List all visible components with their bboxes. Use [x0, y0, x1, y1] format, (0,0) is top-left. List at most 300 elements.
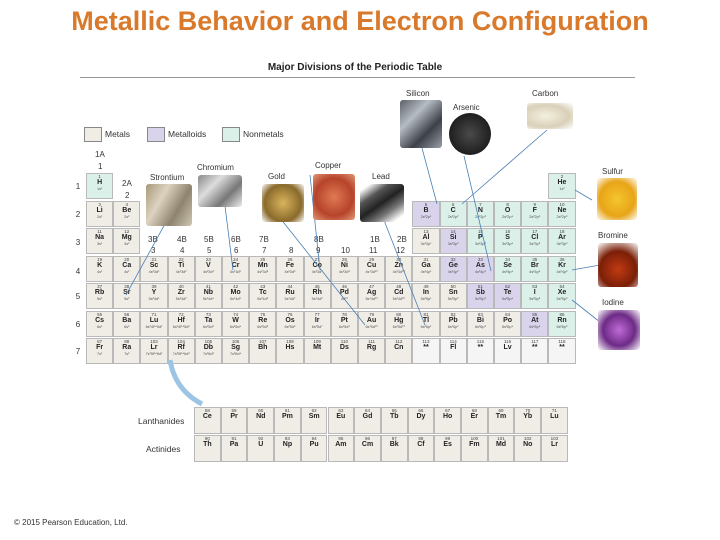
atomic-number: 9	[533, 201, 537, 207]
atomic-number: 43	[260, 284, 266, 289]
element-symbol: Sr	[123, 289, 131, 296]
atomic-number: 109	[313, 339, 321, 344]
chromium-label: Chromium	[197, 163, 234, 172]
atomic-number: 97	[391, 436, 397, 441]
element-symbol: No	[523, 441, 533, 448]
electron-config: 4s²3d¹	[148, 269, 160, 274]
electron-config: 6s²5d¹⁰	[392, 324, 405, 329]
element-symbol: Os	[285, 316, 295, 324]
atomic-number: 61	[284, 408, 290, 413]
element-symbol: N	[477, 206, 483, 214]
group-number-2: 2	[125, 191, 130, 200]
electron-config: 5s²4d⁵	[257, 297, 269, 301]
atomic-number: 102	[523, 436, 532, 441]
atomic-number: 15	[477, 229, 483, 234]
electron-config: 4d¹⁰	[340, 297, 348, 301]
element-symbol: Rb	[94, 289, 105, 296]
element-symbol: Es	[443, 441, 452, 448]
element-symbol: Nb	[203, 289, 214, 296]
atomic-number: 94	[311, 436, 317, 441]
element-symbol: Cr	[231, 261, 240, 269]
element-symbol: Gd	[362, 413, 373, 420]
atomic-number: 76	[287, 311, 293, 317]
element-symbol: C	[450, 206, 456, 214]
atomic-number: 49	[423, 284, 429, 289]
gold-photo	[262, 184, 304, 222]
element-symbol: Ho	[442, 413, 453, 420]
electron-config: 3s²3p⁵	[529, 242, 541, 246]
element-symbol: Cn	[394, 344, 404, 351]
electron-config: 6s²6p⁴	[502, 324, 514, 329]
group-label-8b: 8B	[314, 235, 324, 244]
atomic-number: 60	[258, 408, 264, 413]
carbon-label: Carbon	[532, 89, 559, 98]
element-symbol: O	[504, 206, 511, 214]
iodine-photo	[598, 310, 640, 350]
atomic-number: 38	[124, 284, 130, 289]
atomic-number: 98	[418, 436, 424, 441]
electron-config: 3s²	[124, 242, 130, 246]
atomic-number: 96	[365, 436, 371, 441]
electron-config: 7s²6d⁴	[230, 352, 242, 356]
element-symbol: Ds	[339, 344, 349, 351]
atomic-number: 118	[558, 339, 566, 344]
atomic-number: 13	[423, 229, 429, 234]
electron-config: 5s²5p¹	[420, 297, 432, 301]
strontium-photo	[146, 184, 192, 226]
element-symbol: Pu	[309, 441, 319, 448]
electron-config: 3s²3p¹	[420, 242, 432, 246]
element-symbol: Bi	[476, 316, 484, 324]
atomic-number: 30	[396, 256, 402, 262]
atomic-number: 67	[445, 408, 451, 413]
element-symbol: Re	[258, 316, 268, 324]
silicon-label: Silicon	[406, 89, 430, 98]
element-symbol: Cd	[394, 289, 404, 296]
atomic-number: 116	[504, 339, 512, 344]
element-symbol: Te	[503, 289, 512, 296]
element-symbol: W	[232, 316, 239, 324]
atomic-number: 63	[338, 408, 344, 413]
element-symbol: Ge	[448, 261, 458, 269]
atomic-number: 25	[260, 256, 266, 262]
element-symbol: Sg	[231, 344, 241, 351]
electron-config: 4s¹	[96, 269, 103, 274]
element-symbol: B	[423, 206, 429, 214]
element-symbol: Kr	[558, 261, 566, 269]
electron-config: 7s²5f¹⁴6d²	[172, 352, 190, 356]
element-symbol: Rf	[177, 344, 185, 351]
element-symbol: U	[258, 441, 264, 448]
atomic-number: 88	[124, 339, 130, 344]
electron-config: 3s²3p³	[475, 242, 486, 246]
atomic-number: 16	[505, 229, 511, 234]
element-symbol: Fe	[285, 261, 295, 269]
element-symbol: Mo	[230, 289, 241, 296]
element-symbol: Fm	[469, 441, 480, 448]
element-symbol: Rg	[366, 344, 377, 351]
electron-config: 5s²5p⁶	[556, 297, 568, 301]
atomic-number: 87	[97, 339, 103, 344]
electron-config: 3s²3p⁶	[556, 242, 568, 246]
electron-config: 7s¹	[96, 352, 103, 356]
atomic-number: 20	[124, 256, 130, 262]
element-symbol: Ti	[178, 261, 185, 269]
electron-config: 2s²2p¹	[420, 214, 432, 219]
element-symbol: Po	[503, 316, 513, 324]
atomic-number: 26	[287, 256, 293, 262]
atomic-number: 117	[531, 339, 539, 344]
atomic-number: 50	[450, 284, 456, 289]
electron-config: 4s²	[124, 269, 130, 274]
electron-config: 6s²5d⁷	[311, 324, 323, 329]
atomic-number: 32	[450, 256, 456, 262]
electron-config: 5s²5p⁵	[529, 297, 541, 301]
electron-config: 5s²4d¹⁰	[392, 297, 405, 301]
electron-config: 5s¹4d⁵	[230, 297, 242, 301]
atomic-number: 64	[365, 408, 371, 413]
atomic-number: 105	[204, 339, 213, 344]
atomic-number: 6	[451, 201, 455, 207]
element-symbol: Bh	[258, 344, 268, 351]
electron-config: 2s¹	[96, 214, 103, 219]
element-symbol: Sn	[448, 289, 458, 296]
electron-config: 3s¹	[96, 242, 103, 246]
element-symbol: Ag	[366, 289, 377, 296]
electron-config: 6s²6p³	[475, 324, 486, 329]
electron-config: 6s²6p⁵	[529, 324, 541, 329]
atomic-number: 95	[338, 436, 344, 441]
group-label-6b: 6B	[231, 235, 241, 244]
element-symbol: Tb	[389, 413, 399, 420]
element-symbol: Sc	[149, 261, 159, 269]
atomic-number: 72	[178, 311, 184, 317]
element-symbol: S	[505, 234, 510, 241]
electron-config: 6s²6p⁶	[556, 324, 568, 329]
atomic-number: 41	[205, 284, 211, 289]
atomic-number: 107	[259, 339, 267, 344]
figure-title: Major Divisions of the Periodic Table	[267, 62, 443, 73]
arsenic-photo	[449, 113, 491, 155]
element-symbol: Tm	[495, 413, 507, 420]
electron-config: 6s²4f¹⁴5d²	[172, 324, 190, 329]
atomic-number: 81	[423, 311, 429, 317]
electron-config: 5s²5p⁴	[502, 297, 514, 301]
element-symbol: Bk	[389, 441, 399, 448]
atomic-number: 36	[559, 256, 565, 262]
atomic-number: 103	[150, 339, 158, 344]
electron-config: 6s²5d⁴	[230, 324, 242, 329]
element-symbol: Yb	[523, 413, 533, 420]
element-symbol: Lv	[503, 344, 512, 351]
element-symbol: Rh	[312, 289, 322, 296]
atomic-number: 78	[341, 311, 347, 317]
electron-config: 4s²3d⁶	[284, 269, 296, 274]
element-symbol: Nd	[256, 413, 266, 420]
element-symbol: Sm	[308, 413, 320, 420]
element-symbol: Mn	[257, 261, 268, 269]
electron-config: 4s²3d⁵	[257, 269, 269, 274]
atomic-number: 111	[368, 339, 376, 344]
atomic-number: 114	[449, 339, 457, 344]
element-symbol: At	[531, 316, 539, 324]
atomic-number: 46	[341, 284, 347, 289]
copper-label: Copper	[315, 161, 342, 170]
group-label-1b: 1B	[370, 235, 380, 244]
atomic-number: 37	[97, 284, 103, 289]
atomic-number: 34	[505, 256, 511, 262]
group-number-4: 4	[180, 246, 185, 255]
actinides-label: Actinides	[146, 444, 181, 454]
period-5: 5	[75, 292, 81, 301]
electron-config: 4s²4p³	[475, 269, 486, 274]
electron-config: 1s¹	[96, 187, 103, 191]
electron-config: 4s²3d⁷	[311, 269, 323, 274]
strontium-label: Strontium	[150, 173, 185, 182]
atomic-number: 29	[369, 256, 375, 262]
element-symbol: Dy	[416, 413, 426, 420]
element-symbol: Be	[122, 206, 132, 214]
atomic-number: 75	[260, 311, 266, 317]
element-symbol: As	[475, 261, 485, 269]
bromine-photo	[598, 243, 638, 287]
atomic-number: 83	[477, 311, 483, 317]
atomic-number: 62	[311, 408, 317, 413]
electron-config: 6s²6p²	[447, 324, 459, 329]
electron-config: 6s²5d⁵	[257, 324, 269, 329]
atomic-number: 66	[418, 408, 424, 413]
atomic-number: 45	[314, 284, 320, 289]
element-symbol: Lr	[550, 441, 558, 448]
atomic-number: 35	[532, 256, 538, 262]
group-label-7b: 7B	[259, 235, 269, 244]
atomic-number: 53	[532, 284, 538, 289]
element-symbol: Db	[203, 344, 214, 351]
atomic-number: 84	[505, 311, 511, 317]
element-symbol: **	[477, 344, 484, 351]
atomic-number: 92	[258, 436, 264, 441]
atomic-number: 73	[205, 311, 211, 317]
element-symbol: Md	[495, 441, 507, 448]
element-symbol: V	[206, 261, 211, 269]
electron-config: 5s²4d²	[175, 297, 187, 301]
atomic-number: 19	[97, 256, 103, 262]
electron-config: 5s¹4d⁸	[311, 297, 323, 301]
atomic-number: 93	[284, 436, 290, 441]
atomic-number: 79	[369, 311, 375, 317]
atomic-number: 14	[450, 229, 456, 234]
bromine-label: Bromine	[598, 231, 628, 240]
atomic-number: 86	[559, 311, 565, 317]
legend-nonmetals-label: Nonmetals	[243, 129, 284, 139]
element-symbol: Ce	[202, 413, 212, 420]
element-symbol: Cm	[361, 441, 374, 448]
electron-config: 4s²3d³	[203, 269, 214, 274]
group-number-5: 5	[207, 246, 212, 255]
element-symbol: Lu	[149, 316, 159, 324]
atomic-number: 11	[97, 229, 102, 234]
atomic-number: 65	[391, 408, 397, 413]
element-symbol: Rn	[557, 316, 567, 324]
element-symbol: Er	[470, 413, 479, 420]
atomic-number: 113	[422, 339, 430, 344]
atomic-number: 10	[559, 201, 565, 207]
carbon-photo	[527, 103, 573, 129]
element-symbol: **	[532, 344, 538, 351]
f-block-arrow	[170, 360, 202, 404]
group-number-8: 8	[289, 246, 294, 255]
atomic-number: 91	[231, 436, 237, 441]
atomic-number: 39	[151, 284, 157, 289]
atomic-number: 44	[287, 284, 293, 289]
element-symbol: Pb	[448, 316, 458, 324]
atomic-number: 70	[525, 408, 531, 413]
atomic-number: 71	[551, 408, 557, 413]
electron-config: 6s²5d³	[203, 324, 214, 329]
element-symbol: Br	[530, 261, 539, 269]
electron-config: 5s¹4d⁴	[202, 297, 214, 301]
electron-config: 6s²5d⁶	[284, 324, 296, 329]
atomic-number: 21	[151, 256, 157, 262]
group-label-5b: 5B	[204, 235, 214, 244]
electron-config: 5s¹4d⁷	[284, 297, 296, 301]
atomic-number: 23	[205, 256, 211, 262]
element-symbol: Xe	[557, 289, 567, 296]
element-symbol: Ru	[285, 289, 295, 296]
atomic-number: 69	[498, 408, 504, 413]
electron-config: 4s²4p¹	[420, 269, 432, 274]
group-number-3: 3	[151, 246, 156, 255]
electron-config: 6s²	[124, 324, 130, 329]
element-symbol: Am	[335, 441, 347, 448]
element-symbol: Au	[366, 316, 377, 324]
atomic-number: 112	[395, 339, 403, 344]
electron-config: 4s²4p⁶	[556, 269, 568, 274]
electron-config: 4s²4p²	[447, 269, 459, 274]
element-symbol: Mg	[121, 234, 132, 241]
atomic-number: 74	[233, 311, 239, 317]
electron-config: 5s²5p³	[475, 297, 486, 301]
electron-config: 2s²2p³	[475, 214, 486, 219]
gold-label: Gold	[268, 172, 285, 181]
atomic-number: 48	[396, 284, 402, 289]
lead-photo	[360, 184, 404, 222]
atomic-number: 71	[151, 311, 157, 317]
element-symbol: Sb	[475, 289, 485, 296]
atomic-number: 42	[233, 284, 239, 289]
group-number-9: 9	[316, 246, 321, 255]
atomic-number: 59	[231, 408, 237, 413]
atomic-number: 17	[532, 229, 538, 234]
copyright: © 2015 Pearson Education, Ltd.	[14, 518, 128, 527]
element-symbol: Pd	[339, 289, 349, 296]
atomic-number: 18	[559, 229, 565, 234]
element-symbol: Lr	[150, 344, 158, 351]
atomic-number: 82	[450, 311, 456, 317]
atomic-number: 8	[506, 201, 509, 207]
atomic-number: 58	[204, 408, 210, 413]
electron-config: 3s²3p²	[447, 242, 459, 246]
group-number-12: 12	[396, 246, 405, 255]
group-number-6: 6	[234, 246, 239, 255]
element-symbol: Np	[282, 441, 293, 448]
atomic-number: 24	[233, 256, 239, 262]
element-symbol: Hs	[285, 344, 295, 351]
electron-config: 4s¹3d⁵	[230, 269, 242, 274]
atomic-number: 103	[550, 436, 559, 441]
electron-config: 5s²5p²	[447, 297, 459, 301]
atomic-number: 54	[559, 284, 565, 289]
atomic-number: 4	[125, 201, 129, 207]
atomic-number: 22	[178, 256, 184, 262]
element-symbol: Ir	[314, 316, 320, 324]
electron-config: 4s²3d⁸	[338, 269, 350, 274]
element-symbol: H	[97, 179, 103, 186]
atomic-number: 1	[98, 174, 101, 179]
element-symbol: Lu	[550, 413, 559, 420]
electron-config: 7s²6d³	[203, 352, 214, 356]
atomic-number: 108	[286, 339, 294, 344]
atomic-number: 104	[177, 339, 185, 344]
electron-config: 6s¹5d⁹	[338, 324, 350, 329]
electron-config: 6s²6p¹	[420, 324, 432, 329]
atomic-number: 33	[477, 256, 483, 262]
element-symbol: Na	[95, 234, 105, 241]
atomic-number: 68	[471, 408, 477, 413]
electron-config: 5s¹4d¹⁰	[365, 297, 378, 301]
element-symbol: Cf	[417, 441, 425, 448]
atomic-number: 47	[369, 284, 375, 289]
element-symbol: He	[557, 179, 567, 186]
group-label-3b: 3B	[148, 235, 158, 244]
atomic-number: 12	[124, 229, 130, 234]
lead-label: Lead	[372, 172, 390, 181]
electron-config: 2s²2p⁴	[502, 214, 514, 219]
period-2: 2	[75, 210, 81, 219]
element-symbol: Al	[422, 234, 430, 241]
element-symbol: Cl	[531, 234, 539, 241]
atomic-number: 101	[497, 436, 505, 441]
iodine-label: Iodine	[602, 298, 624, 307]
period-4: 4	[75, 267, 81, 276]
atomic-number: 31	[423, 256, 429, 262]
element-symbol: Ba	[122, 316, 132, 324]
period-3: 3	[75, 238, 81, 247]
electron-config: 6s¹	[96, 324, 103, 329]
atomic-number: 27	[314, 256, 320, 262]
element-symbol: Th	[203, 441, 212, 448]
group-number-10: 10	[341, 246, 350, 255]
atomic-number: 40	[178, 284, 184, 289]
electron-config: 7s²5f¹⁴6d¹	[145, 352, 163, 356]
silicon-photo	[400, 100, 442, 148]
electron-config: 5s²4d¹	[148, 297, 160, 301]
element-symbol: Hf	[177, 316, 185, 324]
element-symbol: Y	[151, 289, 157, 296]
atomic-number: 5	[424, 201, 428, 207]
atomic-number: 28	[341, 256, 347, 262]
element-symbol: Pt	[340, 316, 348, 324]
atomic-number: 52	[505, 284, 511, 289]
element-symbol: Pa	[229, 441, 239, 448]
copper-photo	[313, 174, 355, 220]
atomic-number: 110	[340, 339, 348, 344]
lanthanides-label: Lanthanides	[138, 416, 185, 426]
electron-config: 7s²	[124, 352, 130, 356]
chromium-photo	[198, 175, 242, 207]
element-symbol: Ta	[204, 316, 213, 324]
element-symbol: Zn	[394, 261, 404, 269]
